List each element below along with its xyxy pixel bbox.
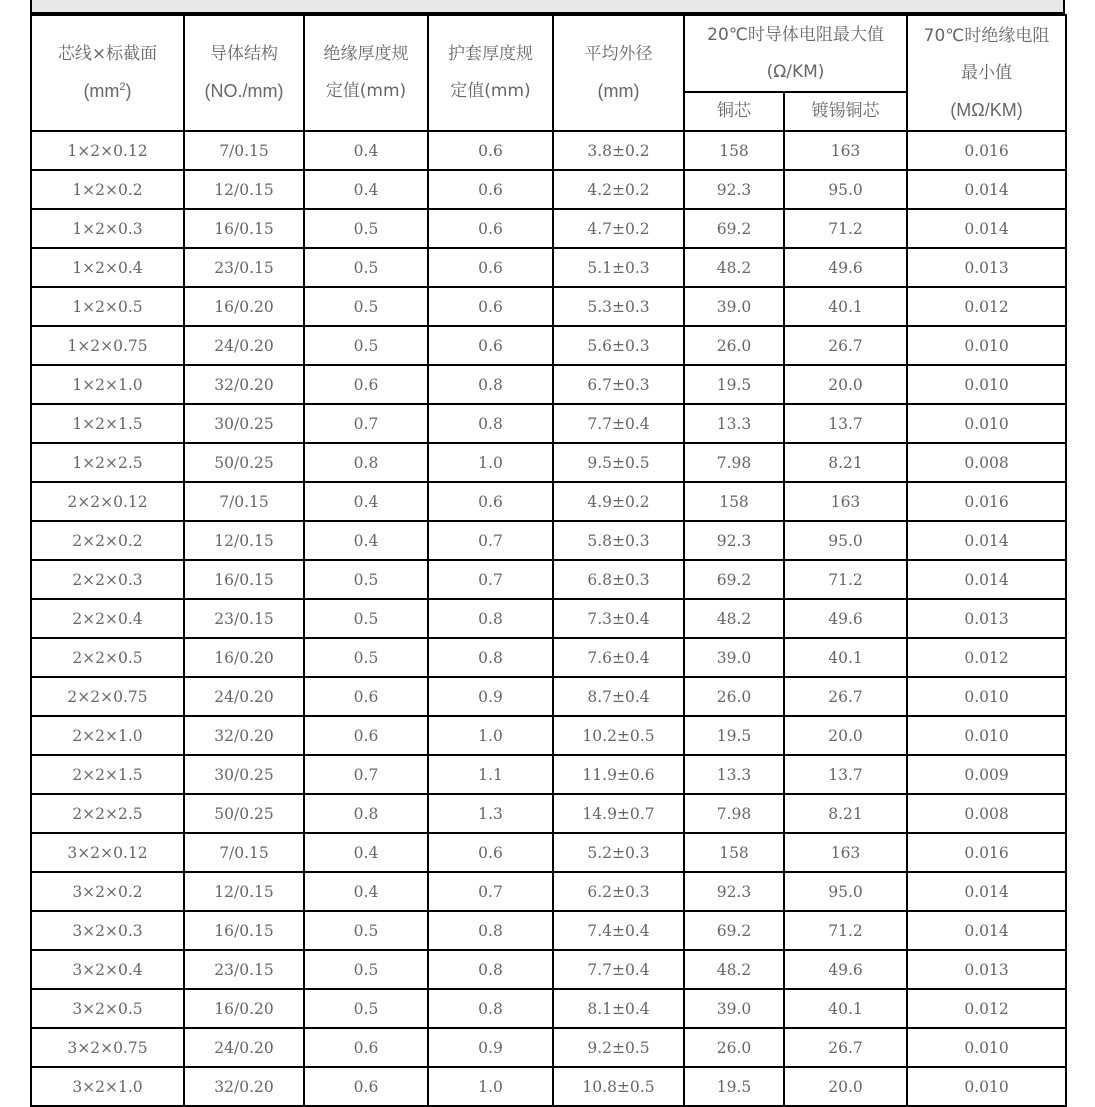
- insulation-cell: 0.8: [304, 443, 428, 482]
- diameter-cell: 6.2±0.3: [553, 872, 684, 911]
- insulation-cell: 0.4: [304, 833, 428, 872]
- header-insres-label2: 最小值: [961, 62, 1013, 83]
- insulation-cell: 0.5: [304, 248, 428, 287]
- insulation-cell: 0.4: [304, 872, 428, 911]
- conductor-cell: 24/0.20: [184, 677, 304, 716]
- sheath-cell: 0.6: [428, 209, 553, 248]
- insulation-resistance-cell: 0.010: [907, 677, 1066, 716]
- table-row: [31, 794, 1066, 833]
- conductor-cell: 16/0.20: [184, 989, 304, 1028]
- conductor-cell: 32/0.20: [184, 1067, 304, 1106]
- tinned-resistance-cell: 26.7: [784, 326, 907, 365]
- table-row: [31, 716, 1066, 755]
- insulation-cell: 0.7: [304, 404, 428, 443]
- diameter-cell: 9.2±0.5: [553, 1028, 684, 1067]
- tinned-resistance-cell: 40.1: [784, 989, 907, 1028]
- tinned-resistance-cell: 13.7: [784, 755, 907, 794]
- table-row: [31, 170, 1066, 209]
- tinned-resistance-cell: 20.0: [784, 365, 907, 404]
- header-sheath-label: 护套厚度规: [448, 44, 533, 64]
- sheath-cell: 0.6: [428, 170, 553, 209]
- spec-cell: 3×2×0.12: [31, 833, 184, 872]
- copper-resistance-cell: 48.2: [684, 599, 784, 638]
- copper-resistance-cell: 19.5: [684, 716, 784, 755]
- insulation-cell: 0.6: [304, 716, 428, 755]
- insulation-cell: 0.4: [304, 170, 428, 209]
- tinned-resistance-cell: 95.0: [784, 521, 907, 560]
- copper-resistance-cell: 158: [684, 833, 784, 872]
- copper-resistance-cell: 158: [684, 131, 784, 170]
- spec-cell: 1×2×0.5: [31, 287, 184, 326]
- copper-resistance-cell: 39.0: [684, 638, 784, 677]
- table-row: [31, 950, 1066, 989]
- spec-cell: 2×2×2.5: [31, 794, 184, 833]
- tinned-resistance-cell: 20.0: [784, 1067, 907, 1106]
- diameter-cell: 5.3±0.3: [553, 287, 684, 326]
- insulation-resistance-cell: 0.016: [907, 482, 1066, 521]
- copper-resistance-cell: 7.98: [684, 794, 784, 833]
- sheath-cell: 0.7: [428, 872, 553, 911]
- spec-cell: 3×2×0.75: [31, 1028, 184, 1067]
- tinned-resistance-cell: 71.2: [784, 209, 907, 248]
- header-resistance-label: 20℃时导体电阻最大值: [707, 24, 884, 45]
- tinned-resistance-cell: 49.6: [784, 248, 907, 287]
- conductor-cell: 16/0.15: [184, 911, 304, 950]
- header-resistance: [684, 15, 907, 92]
- table-row: [31, 833, 1066, 872]
- spec-cell: 3×2×0.4: [31, 950, 184, 989]
- conductor-cell: 7/0.15: [184, 131, 304, 170]
- tinned-resistance-cell: 163: [784, 833, 907, 872]
- sheath-cell: 0.6: [428, 482, 553, 521]
- insulation-cell: 0.6: [304, 365, 428, 404]
- cable-spec-table: [30, 14, 1067, 1107]
- spec-cell: 2×2×0.3: [31, 560, 184, 599]
- insulation-resistance-cell: 0.014: [907, 170, 1066, 209]
- header-insulation-resistance: [907, 15, 1066, 131]
- table-row: [31, 131, 1066, 170]
- table-row: [31, 872, 1066, 911]
- header-insulation: [304, 15, 428, 131]
- sheath-cell: 0.6: [428, 326, 553, 365]
- table-row: [31, 989, 1066, 1028]
- diameter-cell: 5.6±0.3: [553, 326, 684, 365]
- header-diameter: [553, 15, 684, 131]
- insulation-cell: 0.4: [304, 131, 428, 170]
- table-row: [31, 404, 1066, 443]
- table-row: [31, 560, 1066, 599]
- diameter-cell: 9.5±0.5: [553, 443, 684, 482]
- copper-resistance-cell: 19.5: [684, 365, 784, 404]
- diameter-cell: 7.7±0.4: [553, 404, 684, 443]
- insulation-cell: 0.7: [304, 755, 428, 794]
- diameter-cell: 10.8±0.5: [553, 1067, 684, 1106]
- sheath-cell: 0.8: [428, 911, 553, 950]
- insulation-cell: 0.5: [304, 950, 428, 989]
- spec-cell: 3×2×0.3: [31, 911, 184, 950]
- spec-cell: 2×2×0.75: [31, 677, 184, 716]
- copper-resistance-cell: 19.5: [684, 1067, 784, 1106]
- insulation-resistance-cell: 0.014: [907, 872, 1066, 911]
- header-insres-unit: (MΩ/KM): [950, 99, 1023, 120]
- sheath-cell: 1.0: [428, 716, 553, 755]
- copper-resistance-cell: 92.3: [684, 521, 784, 560]
- insulation-resistance-cell: 0.014: [907, 911, 1066, 950]
- insulation-cell: 0.5: [304, 911, 428, 950]
- table-top-bar: [30, 0, 1065, 14]
- insulation-resistance-cell: 0.012: [907, 287, 1066, 326]
- sheath-cell: 1.1: [428, 755, 553, 794]
- insulation-cell: 0.6: [304, 677, 428, 716]
- table-row: [31, 482, 1066, 521]
- conductor-cell: 7/0.15: [184, 833, 304, 872]
- spec-cell: 1×2×0.3: [31, 209, 184, 248]
- copper-resistance-cell: 92.3: [684, 872, 784, 911]
- conductor-cell: 12/0.15: [184, 872, 304, 911]
- spec-cell: 1×2×1.5: [31, 404, 184, 443]
- diameter-cell: 7.7±0.4: [553, 950, 684, 989]
- sheath-cell: 0.7: [428, 560, 553, 599]
- insulation-resistance-cell: 0.010: [907, 365, 1066, 404]
- spec-cell: 3×2×0.5: [31, 989, 184, 1028]
- sheath-cell: 0.6: [428, 287, 553, 326]
- copper-resistance-cell: 39.0: [684, 989, 784, 1028]
- tinned-resistance-cell: 13.7: [784, 404, 907, 443]
- table-row: [31, 638, 1066, 677]
- tinned-resistance-cell: 40.1: [784, 287, 907, 326]
- table-body: [31, 131, 1066, 1106]
- diameter-cell: 10.2±0.5: [553, 716, 684, 755]
- copper-resistance-cell: 48.2: [684, 950, 784, 989]
- sheath-cell: 0.8: [428, 599, 553, 638]
- header-diameter-label: 平均外径: [584, 44, 653, 64]
- spec-cell: 2×2×0.12: [31, 482, 184, 521]
- copper-resistance-cell: 158: [684, 482, 784, 521]
- header-sheath-unit: 定值(mm): [450, 81, 531, 101]
- insulation-resistance-cell: 0.010: [907, 1067, 1066, 1106]
- copper-resistance-cell: 48.2: [684, 248, 784, 287]
- spec-cell: 3×2×1.0: [31, 1067, 184, 1106]
- insulation-cell: 0.4: [304, 482, 428, 521]
- conductor-cell: 23/0.15: [184, 599, 304, 638]
- table-row: [31, 248, 1066, 287]
- insulation-resistance-cell: 0.010: [907, 404, 1066, 443]
- spec-cell: 2×2×0.5: [31, 638, 184, 677]
- insulation-cell: 0.5: [304, 599, 428, 638]
- conductor-cell: 24/0.20: [184, 326, 304, 365]
- insulation-cell: 0.6: [304, 1028, 428, 1067]
- tinned-resistance-cell: 71.2: [784, 560, 907, 599]
- spec-cell: 3×2×0.2: [31, 872, 184, 911]
- sheath-cell: 0.6: [428, 248, 553, 287]
- sheath-cell: 0.9: [428, 677, 553, 716]
- spec-cell: 1×2×0.4: [31, 248, 184, 287]
- tinned-resistance-cell: 20.0: [784, 716, 907, 755]
- insulation-cell: 0.5: [304, 209, 428, 248]
- spec-cell: 1×2×1.0: [31, 365, 184, 404]
- copper-resistance-cell: 69.2: [684, 560, 784, 599]
- sheath-cell: 1.0: [428, 1067, 553, 1106]
- diameter-cell: 4.9±0.2: [553, 482, 684, 521]
- tinned-resistance-cell: 71.2: [784, 911, 907, 950]
- table-row: [31, 755, 1066, 794]
- diameter-cell: 6.7±0.3: [553, 365, 684, 404]
- table-row: [31, 287, 1066, 326]
- conductor-cell: 30/0.25: [184, 404, 304, 443]
- table-row: [31, 599, 1066, 638]
- sheath-cell: 1.3: [428, 794, 553, 833]
- header-conductor: [184, 15, 304, 131]
- conductor-cell: 16/0.15: [184, 560, 304, 599]
- copper-resistance-cell: 26.0: [684, 677, 784, 716]
- insulation-cell: 0.5: [304, 287, 428, 326]
- insulation-cell: 0.5: [304, 989, 428, 1028]
- unit-superscript: 2: [119, 81, 126, 93]
- header-conductor-unit: (NO./mm): [204, 81, 284, 101]
- header-tinned-copper: 镀锡铜芯: [784, 92, 907, 131]
- sheath-cell: 0.8: [428, 638, 553, 677]
- insulation-resistance-cell: 0.010: [907, 326, 1066, 365]
- conductor-cell: 16/0.20: [184, 638, 304, 677]
- diameter-cell: 6.8±0.3: [553, 560, 684, 599]
- sheath-cell: 0.8: [428, 989, 553, 1028]
- conductor-cell: 30/0.25: [184, 755, 304, 794]
- diameter-cell: 14.9±0.7: [553, 794, 684, 833]
- unit-close: ): [125, 81, 132, 101]
- conductor-cell: 50/0.25: [184, 794, 304, 833]
- tinned-resistance-cell: 95.0: [784, 872, 907, 911]
- sheath-cell: 0.8: [428, 365, 553, 404]
- insulation-resistance-cell: 0.010: [907, 716, 1066, 755]
- insulation-cell: 0.5: [304, 560, 428, 599]
- sheath-cell: 0.8: [428, 950, 553, 989]
- copper-resistance-cell: 13.3: [684, 755, 784, 794]
- spec-cell: 1×2×2.5: [31, 443, 184, 482]
- header-spec-label: 芯线×标截面: [57, 44, 158, 64]
- copper-resistance-cell: 26.0: [684, 326, 784, 365]
- insulation-resistance-cell: 0.013: [907, 248, 1066, 287]
- spec-cell: 2×2×1.5: [31, 755, 184, 794]
- insulation-cell: 0.6: [304, 1067, 428, 1106]
- header-spec-unit: [32, 73, 183, 110]
- tinned-resistance-cell: 26.7: [784, 677, 907, 716]
- header-insulation-label: 绝缘厚度规: [323, 44, 409, 64]
- insulation-resistance-cell: 0.008: [907, 794, 1066, 833]
- conductor-cell: 32/0.20: [184, 716, 304, 755]
- diameter-cell: 8.7±0.4: [553, 677, 684, 716]
- diameter-cell: 3.8±0.2: [553, 131, 684, 170]
- spec-cell: 1×2×0.12: [31, 131, 184, 170]
- spec-cell: 2×2×0.4: [31, 599, 184, 638]
- tinned-resistance-cell: 163: [784, 131, 907, 170]
- conductor-cell: 16/0.20: [184, 287, 304, 326]
- copper-resistance-cell: 92.3: [684, 170, 784, 209]
- diameter-cell: 4.7±0.2: [553, 209, 684, 248]
- header-row-top: [31, 15, 1066, 92]
- copper-resistance-cell: 69.2: [684, 209, 784, 248]
- table-row: [31, 1067, 1066, 1106]
- insulation-resistance-cell: 0.009: [907, 755, 1066, 794]
- table-row: [31, 443, 1066, 482]
- header-insres-label: 70℃时绝缘电阻: [923, 25, 1050, 46]
- conductor-cell: 32/0.20: [184, 365, 304, 404]
- sheath-cell: 0.9: [428, 1028, 553, 1067]
- spec-cell: 1×2×0.2: [31, 170, 184, 209]
- spec-cell: 2×2×1.0: [31, 716, 184, 755]
- insulation-resistance-cell: 0.012: [907, 989, 1066, 1028]
- spec-cell: 2×2×0.2: [31, 521, 184, 560]
- copper-resistance-cell: 69.2: [684, 911, 784, 950]
- insulation-cell: 0.8: [304, 794, 428, 833]
- header-diameter-unit: (mm): [597, 81, 640, 101]
- diameter-cell: 7.6±0.4: [553, 638, 684, 677]
- sheath-cell: 1.0: [428, 443, 553, 482]
- header-resistance-unit: (Ω/KM): [766, 61, 825, 82]
- insulation-resistance-cell: 0.016: [907, 131, 1066, 170]
- conductor-cell: 7/0.15: [184, 482, 304, 521]
- tinned-resistance-cell: 95.0: [784, 170, 907, 209]
- tinned-resistance-cell: 49.6: [784, 950, 907, 989]
- insulation-resistance-cell: 0.013: [907, 950, 1066, 989]
- insulation-resistance-cell: 0.008: [907, 443, 1066, 482]
- table-row: [31, 911, 1066, 950]
- header-spec: [31, 15, 184, 131]
- tinned-resistance-cell: 49.6: [784, 599, 907, 638]
- header-copper: 铜芯: [684, 92, 784, 131]
- diameter-cell: 5.1±0.3: [553, 248, 684, 287]
- copper-resistance-cell: 13.3: [684, 404, 784, 443]
- insulation-cell: 0.5: [304, 326, 428, 365]
- header-sheath: [428, 15, 553, 131]
- insulation-resistance-cell: 0.012: [907, 638, 1066, 677]
- sheath-cell: 0.7: [428, 521, 553, 560]
- insulation-cell: 0.5: [304, 638, 428, 677]
- table-row: [31, 209, 1066, 248]
- insulation-resistance-cell: 0.013: [907, 599, 1066, 638]
- insulation-cell: 0.4: [304, 521, 428, 560]
- unit-mm: (mm: [83, 81, 120, 101]
- diameter-cell: 7.4±0.4: [553, 911, 684, 950]
- tinned-resistance-cell: 8.21: [784, 443, 907, 482]
- tinned-resistance-cell: 26.7: [784, 1028, 907, 1067]
- tinned-resistance-cell: 163: [784, 482, 907, 521]
- conductor-cell: 16/0.15: [184, 209, 304, 248]
- table-row: [31, 521, 1066, 560]
- diameter-cell: 11.9±0.6: [553, 755, 684, 794]
- table-row: [31, 326, 1066, 365]
- diameter-cell: 5.8±0.3: [553, 521, 684, 560]
- insulation-resistance-cell: 0.016: [907, 833, 1066, 872]
- insulation-resistance-cell: 0.010: [907, 1028, 1066, 1067]
- copper-resistance-cell: 39.0: [684, 287, 784, 326]
- conductor-cell: 24/0.20: [184, 1028, 304, 1067]
- conductor-cell: 23/0.15: [184, 248, 304, 287]
- insulation-resistance-cell: 0.014: [907, 560, 1066, 599]
- diameter-cell: 4.2±0.2: [553, 170, 684, 209]
- header-conductor-label: 导体结构: [210, 44, 278, 64]
- diameter-cell: 5.2±0.3: [553, 833, 684, 872]
- diameter-cell: 8.1±0.4: [553, 989, 684, 1028]
- insulation-resistance-cell: 0.014: [907, 521, 1066, 560]
- spec-cell: 1×2×0.75: [31, 326, 184, 365]
- sheath-cell: 0.6: [428, 833, 553, 872]
- tinned-resistance-cell: 8.21: [784, 794, 907, 833]
- table-row: [31, 677, 1066, 716]
- header-insulation-unit: 定值(mm): [325, 81, 407, 101]
- sheath-cell: 0.8: [428, 404, 553, 443]
- conductor-cell: 23/0.15: [184, 950, 304, 989]
- tinned-resistance-cell: 40.1: [784, 638, 907, 677]
- insulation-resistance-cell: 0.014: [907, 209, 1066, 248]
- sheath-cell: 0.6: [428, 131, 553, 170]
- table-row: [31, 1028, 1066, 1067]
- copper-resistance-cell: 26.0: [684, 1028, 784, 1067]
- conductor-cell: 12/0.15: [184, 521, 304, 560]
- conductor-cell: 50/0.25: [184, 443, 304, 482]
- diameter-cell: 7.3±0.4: [553, 599, 684, 638]
- table-row: [31, 365, 1066, 404]
- copper-resistance-cell: 7.98: [684, 443, 784, 482]
- conductor-cell: 12/0.15: [184, 170, 304, 209]
